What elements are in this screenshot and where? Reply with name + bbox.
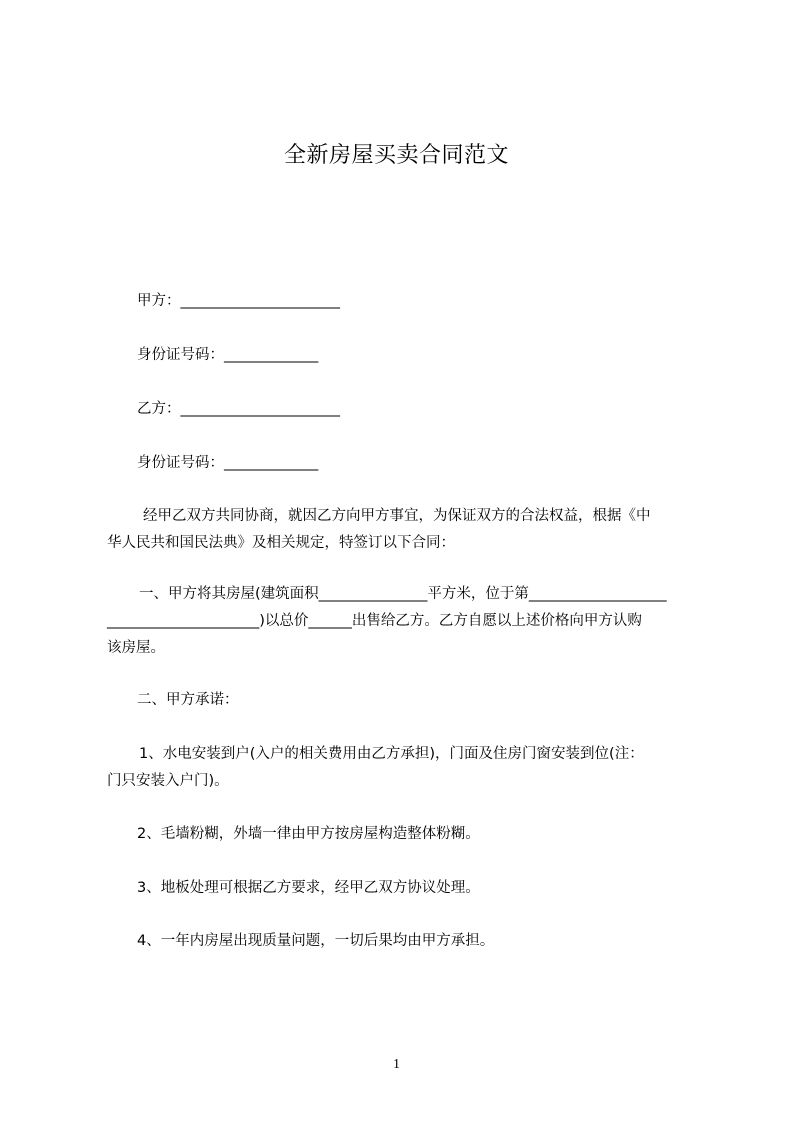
clause-1-line-3: 该房屋。	[107, 640, 165, 656]
page-number: 1	[393, 1057, 400, 1072]
clause-2-item-1-line-1: 1、水电安装到户(入户的相关费用由乙方承担)，门面及住房门窗安装到位(注：	[139, 746, 644, 762]
clause-1-line-2: _____________________)以总价______出售给乙方。乙方自愿以上述价格向甲方认购	[107, 613, 642, 629]
clause-1-line-1: 一、甲方将其房屋(建筑面积_______________平方米，位于第___________________	[139, 586, 667, 602]
clause-2-item-2: 2、毛墙粉糊，外墙一律由甲方按房屋构造整体粉糊。	[137, 826, 480, 842]
document-title: 全新房屋买卖合同范文	[283, 143, 509, 168]
party-b-id-line: 身份证号码：_____________	[137, 455, 319, 471]
clause-2-heading: 二、甲方承诺：	[137, 692, 239, 708]
clause-2-item-1-line-2: 门只安装入户门)。	[107, 773, 229, 789]
clause-2-item-3: 3、地板处理可根据乙方要求，经甲乙双方协议处理。	[137, 880, 480, 896]
clause-2-item-4: 4、一年内房屋出现质量问题，一切后果均由甲方承担。	[137, 933, 495, 949]
party-b-line: 乙方：______________________	[137, 401, 340, 417]
preamble-line-1: 经甲乙双方共同协商，就因乙方向甲方事宜，为保证双方的合法权益，根据《中	[143, 508, 651, 524]
preamble-line-2: 华人民共和国民法典》及相关规定，特签订以下合同：	[107, 535, 455, 551]
party-a-line: 甲方：______________________	[137, 293, 340, 309]
party-a-id-line: 身份证号码：_____________	[137, 347, 319, 363]
